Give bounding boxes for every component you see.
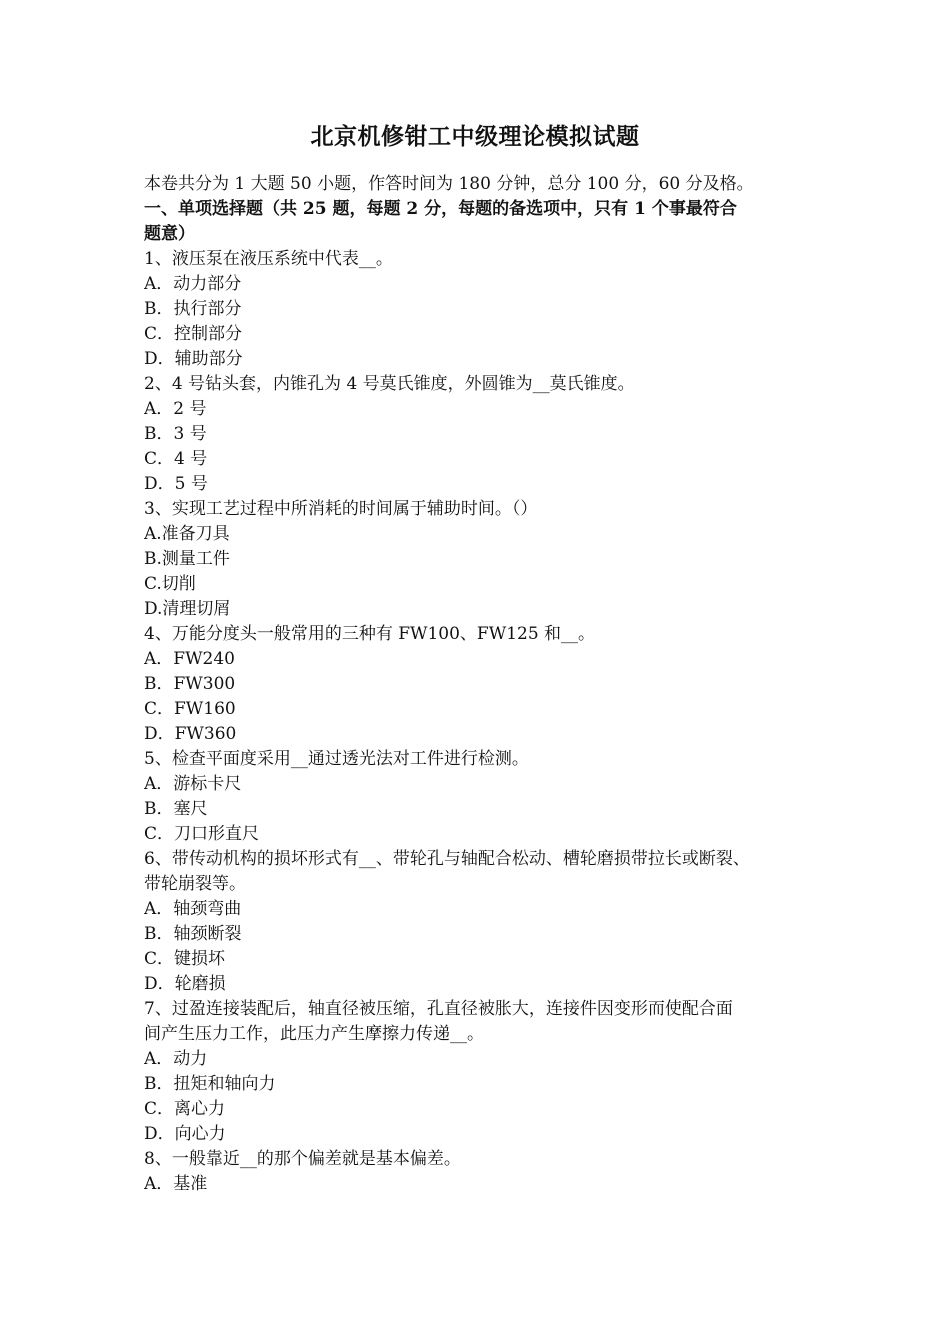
question-stem: 4、万能分度头一般常用的三种有 FW100、FW125 和__。 — [144, 624, 596, 644]
question-item — [144, 622, 812, 747]
answer-option: A．2 号 — [144, 399, 207, 419]
answer-option: A．动力 — [144, 1049, 208, 1069]
answer-option: B．扭矩和轴向力 — [144, 1074, 276, 1094]
question-item — [144, 747, 812, 847]
question-list — [144, 247, 812, 1197]
document-title: 北京机修钳工中级理论模拟试题 — [310, 123, 640, 150]
answer-option: D．轮磨损 — [144, 974, 226, 994]
question-stem: 间产生压力工作，此压力产生摩擦力传递__。 — [144, 1024, 484, 1044]
question-stem: 2、4 号钻头套，内锥孔为 4 号莫氏锥度，外圆锥为__莫氏锥度。 — [144, 374, 635, 394]
answer-option: D．FW360 — [144, 724, 237, 744]
answer-option: C．离心力 — [144, 1099, 226, 1119]
answer-option: C．4 号 — [144, 449, 208, 469]
question-stem: 1、液压泵在液压系统中代表__。 — [144, 249, 393, 269]
question-stem: 带轮崩裂等。 — [144, 874, 246, 894]
question-item — [144, 997, 812, 1147]
section-heading-line-2: 题意） — [144, 224, 195, 244]
answer-option: B．塞尺 — [144, 799, 208, 819]
answer-option: D.清理切屑 — [144, 599, 231, 619]
answer-option: A．FW240 — [144, 649, 235, 669]
question-stem: 6、带传动机构的损坏形式有__、带轮孔与轴配合松动、槽轮磨损带拉长或断裂、 — [144, 849, 750, 869]
answer-option: B.测量工件 — [144, 549, 230, 569]
question-item — [144, 1147, 812, 1197]
answer-option: C．FW160 — [144, 699, 236, 719]
question-stem: 3、实现工艺过程中所消耗的时间属于辅助时间。（） — [144, 499, 538, 519]
question-stem: 5、检查平面度采用__通过透光法对工件进行检测。 — [144, 749, 529, 769]
question-item — [144, 372, 812, 497]
answer-option: C．控制部分 — [144, 324, 243, 344]
answer-option: C．键损坏 — [144, 949, 226, 969]
answer-option: B．执行部分 — [144, 299, 242, 319]
exam-intro: 本卷共分为 1 大题 50 小题，作答时间为 180 分钟，总分 100 分，60 分及格。 — [144, 174, 754, 194]
answer-option: A．动力部分 — [144, 274, 242, 294]
question-item — [144, 497, 812, 622]
question-item — [144, 847, 812, 997]
answer-option: A．基准 — [144, 1174, 208, 1194]
answer-option: B．轴颈断裂 — [144, 924, 242, 944]
answer-option: B．3 号 — [144, 424, 207, 444]
answer-option: A.准备刀具 — [144, 524, 230, 544]
document-body — [144, 172, 812, 1197]
answer-option: B．FW300 — [144, 674, 236, 694]
answer-option: C.切削 — [144, 574, 196, 594]
question-stem: 8、一般靠近__的那个偏差就是基本偏差。 — [144, 1149, 461, 1169]
question-item — [144, 247, 812, 372]
answer-option: A．轴颈弯曲 — [144, 899, 242, 919]
question-stem: 7、过盈连接装配后，轴直径被压缩，孔直径被胀大，连接件因变形而使配合面 — [144, 999, 733, 1019]
answer-option: D．向心力 — [144, 1124, 226, 1144]
section-heading-line-1: 一、单项选择题（共 25 题，每题 2 分，每题的备选项中，只有 1 个事最符合 — [144, 199, 737, 219]
answer-option: C．刀口形直尺 — [144, 824, 260, 844]
answer-option: D．5 号 — [144, 474, 208, 494]
answer-option: D．辅助部分 — [144, 349, 243, 369]
answer-option: A．游标卡尺 — [144, 774, 242, 794]
